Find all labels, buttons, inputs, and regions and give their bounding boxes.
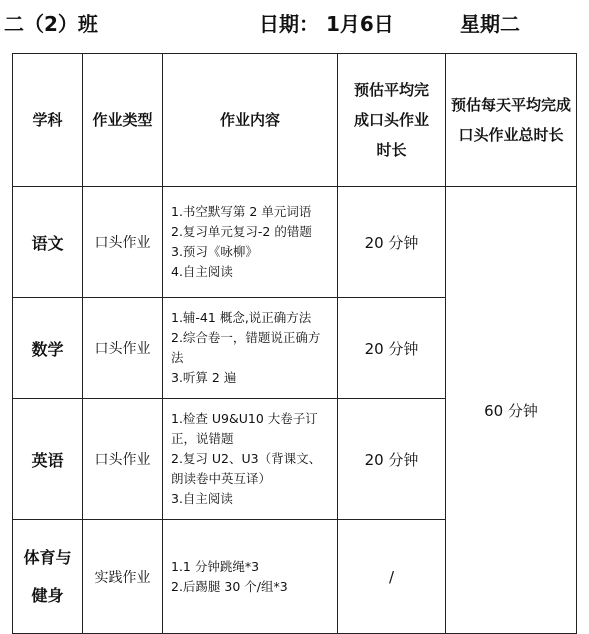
content-cell [163,520,338,634]
content-item: 2.复习单元复习-2 的错题 [171,224,312,239]
content-cell [163,399,338,520]
column-header-daily-total: 预估每天平均完成口头作业总时长 [446,54,577,187]
content-item: 1.辅-41 概念,说正确方法 [171,310,312,325]
content-cell [163,187,338,298]
content-item: 3.自主阅读 [171,491,233,506]
content-item: 2.综合卷一，错题说正确方法 [171,330,321,365]
duration-cell: / [338,520,446,634]
homework-table [12,53,577,634]
content-cell [163,298,338,399]
page-header [0,0,589,50]
content-item: 3.听算 2 遍 [171,370,237,385]
column-header-type: 作业类型 [83,54,163,187]
subject-cell: 体育与健身 [13,520,83,634]
subject-cell: 语文 [13,187,83,298]
column-header-content: 作业内容 [163,54,338,187]
duration-cell: 20 分钟 [338,298,446,399]
content-item: 3.预习《咏柳》 [171,244,258,259]
table-row [13,187,577,298]
content-item: 2.后踢腿 30 个/组*3 [171,578,288,594]
date-label: 日期： 1月6日 [259,12,394,36]
duration-cell: 20 分钟 [338,399,446,520]
subject-cell: 数学 [13,298,83,399]
duration-cell: 20 分钟 [338,187,446,298]
subject-cell: 英语 [13,399,83,520]
column-header-estimated-avg: 预估平均完成口头作业时长 [338,54,446,187]
content-item: 1.书空默写第 2 单元词语 [171,204,312,219]
column-header-subject: 学科 [13,54,83,187]
content-item: 1.检查 U9&U10 大卷子订正，说错题 [171,411,318,446]
type-cell: 实践作业 [83,520,163,634]
header-row [13,54,577,187]
type-cell: 口头作业 [83,298,163,399]
content-item: 2.复习 U2、U3（背课文、朗读卷中英互译） [171,451,322,486]
type-cell: 口头作业 [83,187,163,298]
type-cell: 口头作业 [83,399,163,520]
class-name: 二（2）班 [4,12,98,36]
weekday-label: 星期二 [460,12,520,36]
content-item: 4.自主阅读 [171,264,233,279]
content-item: 1.1 分钟跳绳*3 [171,558,260,574]
daily-total-cell: 60 分钟 [446,187,577,634]
